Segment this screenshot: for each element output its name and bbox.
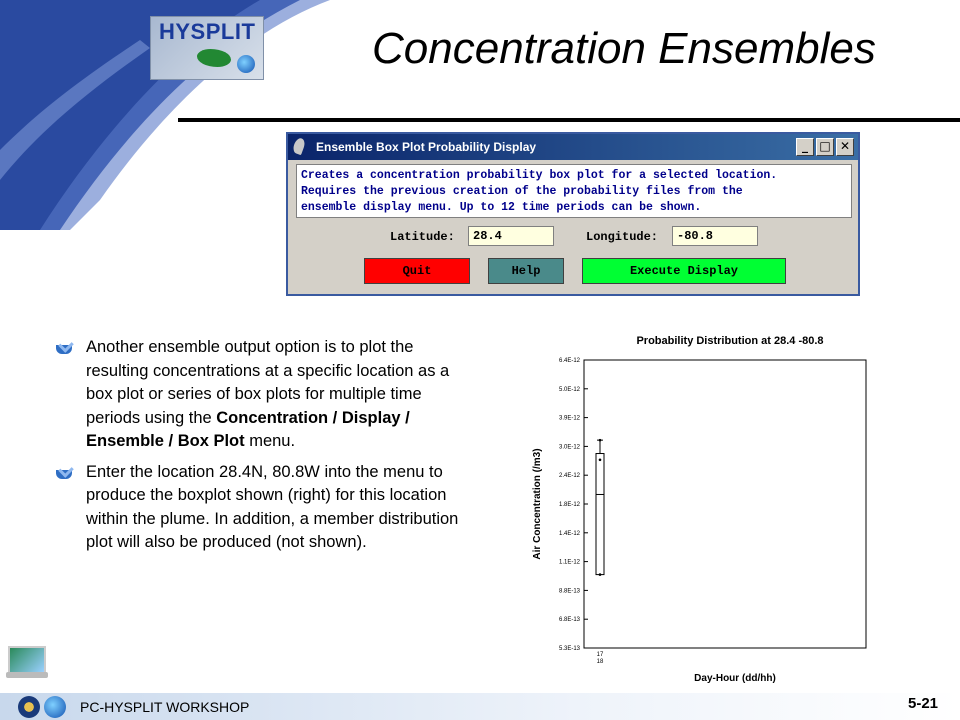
checkmark-bullet-icon [56,340,72,354]
description-line: ensemble display menu. Up to 12 time periods can be shown. [301,201,702,214]
page-number: 5-21 [908,695,939,712]
y-tick-label: 6.4E-12 [558,358,580,364]
ensemble-boxplot-dialog [286,132,860,296]
title-divider [178,118,960,122]
y-tick-label: 5.3E-13 [558,646,580,652]
checkmark-bullet-icon [56,465,72,479]
bullet-text: Enter the location 28.4N, 80.8W into the menu to produce the boxplot shown (right) for this location within the plume. In addition, a member distribution plot will also be produced (not shown). [86,462,459,551]
footer-text: PC-HYSPLIT WORKSHOP [80,699,250,715]
longitude-label: Longitude: [586,230,659,244]
execute-display-button[interactable]: Execute Display [582,258,786,284]
x-tick-label: 17 [596,652,604,658]
bullet-bold-text: Concentration / Display / Ensemble / Box Plot [86,408,410,450]
chart-title: Probability Distribution at 28.4 -80.8 [636,335,824,347]
description-line: Creates a concentration probability box plot for a selected location. [301,169,778,182]
y-tick-label: 1.4E-12 [558,530,580,537]
x-axis-label: Day-Hour (dd/hh) [694,673,776,684]
box-body [596,454,604,575]
close-button[interactable]: ✕ [836,138,854,156]
minimize-button[interactable]: _ [796,138,814,156]
slide-title: Concentration Ensembles [372,24,876,73]
y-tick-label: 2.4E-12 [558,473,580,480]
bullet-item [56,461,476,555]
noaa-bird-icon [197,49,231,67]
feather-icon [292,137,307,155]
latitude-label: Latitude: [390,230,455,244]
y-tick-label: 5.0E-12 [558,386,580,393]
noaa-logo-icon [44,696,66,718]
y-tick-label: 3.9E-12 [558,415,580,422]
y-tick-label: 1.1E-12 [558,559,580,566]
x-tick-label: 18 [596,659,604,665]
description-line: Requires the previous creation of the probability files from the [301,185,743,198]
dialog-title: Ensemble Box Plot Probability Display [316,140,537,154]
plot-frame [584,360,866,648]
maximize-button[interactable]: □ [816,138,834,156]
noaa-emblem-icon [237,55,255,73]
y-tick-label: 6.8E-13 [558,617,580,624]
probability-boxplot-chart [520,328,900,692]
bullet-text: menu. [244,432,296,450]
bullet-item [56,336,476,454]
quit-button[interactable]: Quit [364,258,470,284]
laptop-icon [6,646,48,680]
box-point [599,573,602,576]
dialog-titlebar[interactable] [288,134,858,160]
y-tick-label: 3.0E-12 [558,444,580,451]
dialog-description [296,164,852,218]
bullet-list [56,336,476,562]
longitude-input[interactable]: -80.8 [672,226,758,246]
box-point [599,439,602,442]
y-tick-label: 1.8E-12 [558,502,580,508]
bullet-text: Another ensemble output option is to plot the resulting concentrations at a specific location as a box plot or series of box plots for multiple time periods using the [86,338,450,427]
box-point [599,458,602,461]
help-button[interactable]: Help [488,258,564,284]
hysplit-logo [150,16,264,80]
y-tick-label: 8.8E-13 [558,588,580,595]
y-axis-label: Air Concentration (/m3) [532,448,543,560]
latitude-input[interactable]: 28.4 [468,226,554,246]
commerce-seal-icon [18,696,40,718]
logo-text: HYSPLIT [159,19,256,44]
